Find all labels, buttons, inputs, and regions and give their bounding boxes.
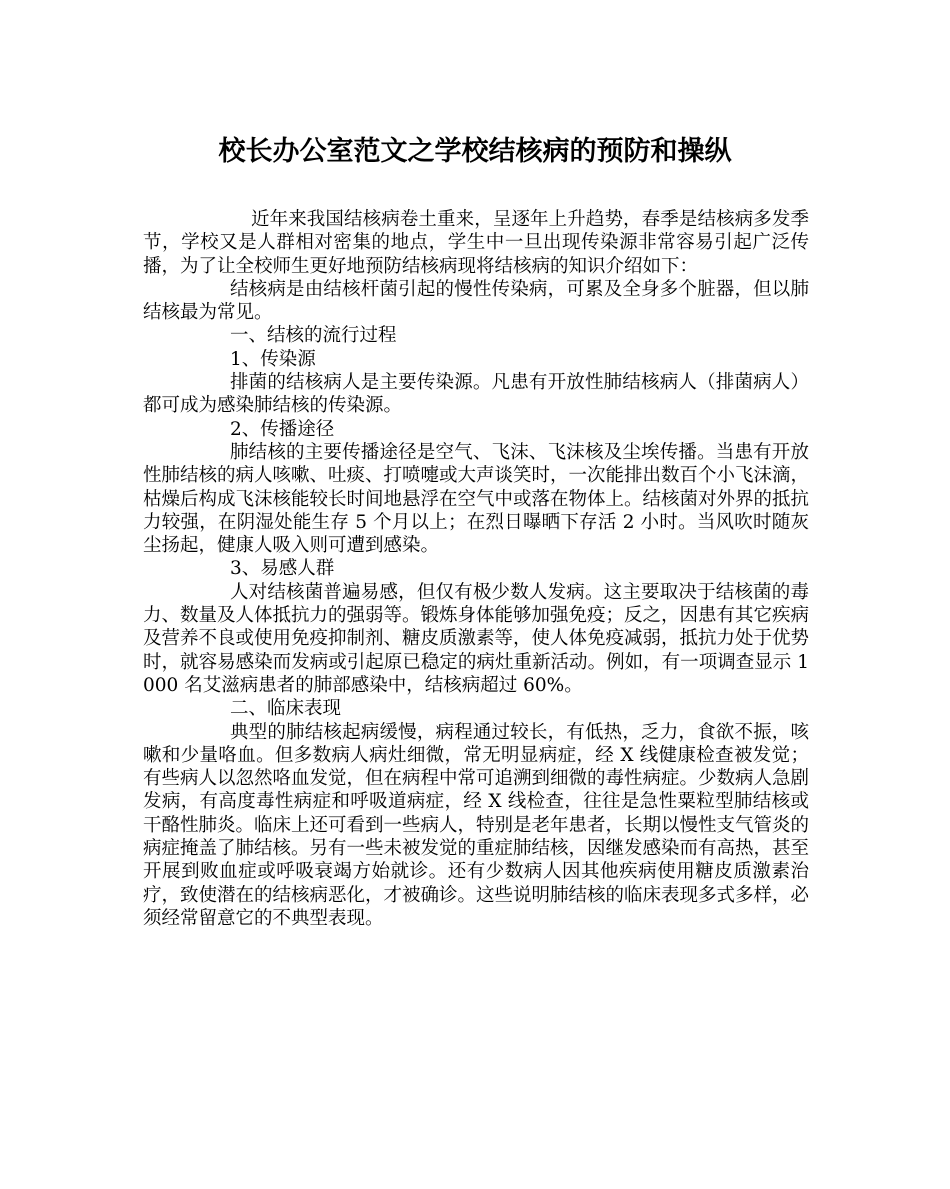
section-heading-epidemic-process: 一、结核的流行过程 (230, 325, 397, 347)
section-heading-clinical-manifestation: 二、临床表现 (230, 698, 342, 720)
subheading-infection-source: 1、传染源 (230, 348, 316, 370)
paragraph-definition: 结核病是由结核杆菌引起的慢性传染病，可累及全身多个脏器，但以肺结核最为常见。 (143, 278, 809, 324)
paragraph-transmission-route: 肺结核的主要传播途径是空气、飞沫、飞沫核及尘埃传播。当患有开放性肺结核的病人咳嗽、吐痰、打喷嚏或大声谈笑时，一次能排出数百个小飞沫滴，枯燥后构成飞沫核能较长时间地悬浮在空气中或落在物体上。结核菌对外界的抵抗力较强，在阴湿处能生存 5 个月以上；在烈日曝晒下存活 2 小时。当风吹时随灰尘扬起，健康人吸入则可遭到感染。 (143, 441, 810, 557)
subheading-transmission-route: 2、传播途径 (230, 418, 335, 440)
paragraph-infection-source: 排菌的结核病人是主要传染源。凡患有开放性肺结核病人（排菌病人）都可成为感染肺结核的传染源。 (143, 372, 809, 417)
document-title: 校长办公室范文之学校结核病的预防和操纵 (218, 136, 732, 167)
paragraph-clinical-manifestation: 典型的肺结核起病缓慢，病程通过较长，有低热，乏力，食欲不振，咳嗽和少量咯血。但多数病人病灶细微，常无明显病症，经 X 线健康检查被发觉；有些病人以忽然咯血发觉，但在病程中常可追溯到细微的毒性病症。少数病人急剧发病，有高度毒性病症和呼吸道病症，经 X 线检查，往往是急性粟粒型肺结核或干酪性肺炎。临床上还可看到一些病人，特别是老年患者，长期以慢性支气管炎的病症掩盖了肺结核。另有一些未被发觉的重症肺结核，因继发感染而有高热，甚至开展到败血症或呼吸衰竭方始就诊。还有少数病人因其他疾病使用糖皮质激素治疗，致使潜在的结核病恶化，才被确诊。这些说明肺结核的临床表现多式多样，必须经常留意它的不典型表现。 (143, 721, 810, 929)
document-body (143, 208, 809, 930)
paragraph-intro: 近年来我国结核病卷土重来，呈逐年上升趋势，春季是结核病多发季节，学校又是人群相对密集的地点，学生中一旦出现传染源非常容易引起广泛传播，为了让全校师生更好地预防结核病现将结核病的知识介绍如下： (143, 209, 809, 277)
paragraph-susceptible-population: 人对结核菌普遍易感，但仅有极少数人发病。这主要取决于结核菌的毒力、数量及人体抵抗力的强弱等。锻炼身体能够加强免疫；反之，因患有其它疾病及营养不良或使用免疫抑制剂、糖皮质激素等，使人体免疫减弱，抵抗力处于优势时，就容易感染而发病或引起原已稳定的病灶重新活动。例如，有一项调查显示 1000 名艾滋病患者的肺部感染中，结核病超过 60%。 (143, 581, 810, 696)
subheading-susceptible-population: 3、易感人群 (230, 558, 335, 580)
